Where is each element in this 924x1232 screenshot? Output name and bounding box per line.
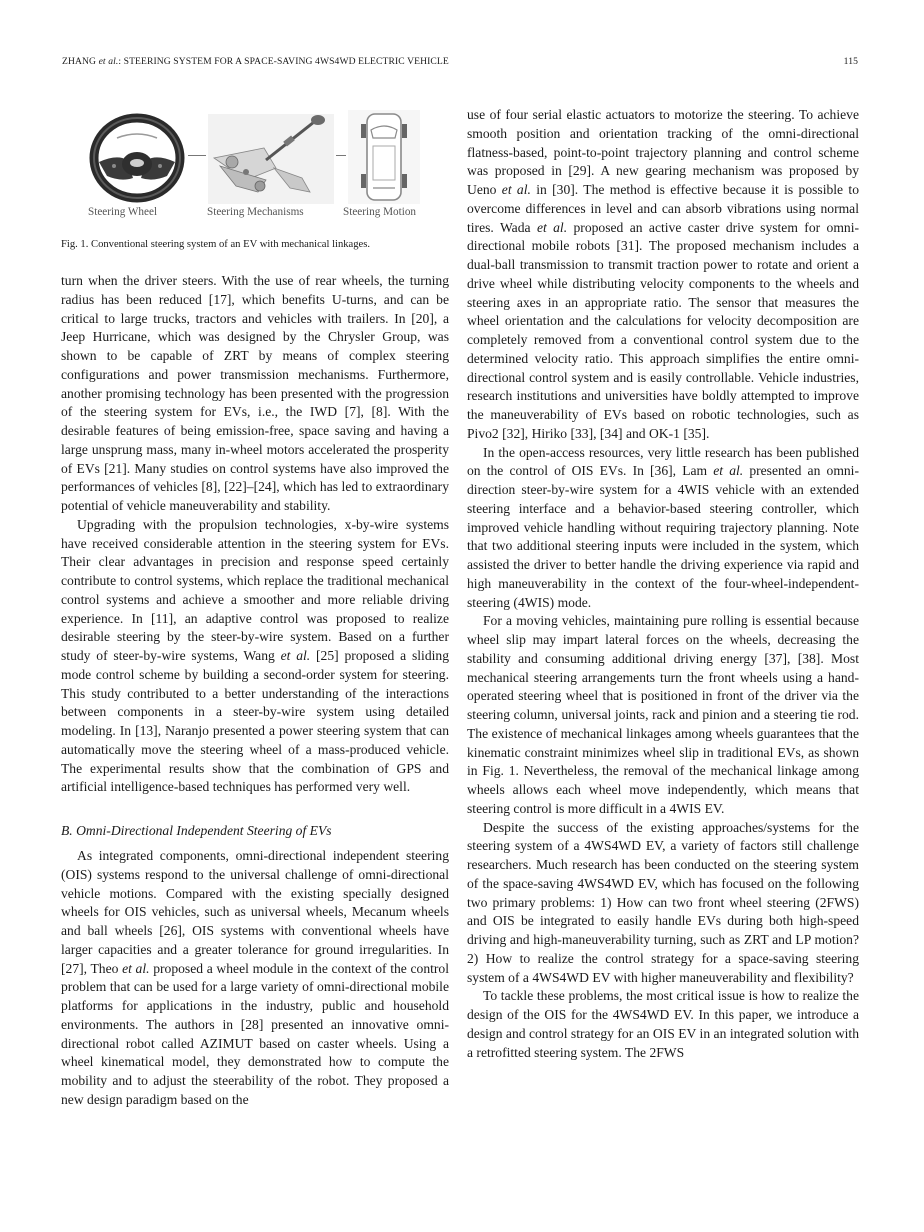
body-paragraph: Upgrading with the propulsion technologies, x-by-wire systems have received considerable attention in the steering system for EVs. Their clear advantages in precision and response speed certainly contribute to control systems, which replace the traditional mechanical control systems and achieve a smoother and more reliable driving experience. In [11], an adaptive control was proposed to realize desirable steering by the steer-by-wire system. Based on a further study of steer-by-wire systems, Wang et al. [25] proposed a sliding mode control scheme by building a second-order system for steering. This study contributed to a better understanding of the interactions between components in a steer-by-wire system using detailed modeling. In [13], Naranjo presented a power steering system that can automatically move the steering wheel of a mass-produced vehicle. The experimental results show that the combination of GPS and artificial intelligence-based techniques has performed very well. xyxy=(61,516,449,795)
body-paragraph: Despite the success of the existing approaches/systems for the steering system of a 4WS4WD EV, a variety of factors still challenge researchers. Much research has been conducted on the steering system of the space-saving 4WS4WD EV, which has focused on the following two primary problems: 1) How can two front wheel steering (2FWS) and OIS be integrated to easily handle EVs during both high-speed driving and high-maneuverability turning, such as ZRT and LP motion? 2) How to realize the control strategy for a space-saving steering system of a 4WS4WD EV with higher maneuverability and flexibility? xyxy=(467,819,859,985)
section-heading: B. Omni-Directional Independent Steering of EVs xyxy=(61,823,332,838)
steering-wheel-image xyxy=(87,108,187,204)
running-header xyxy=(62,56,858,70)
figure-1 xyxy=(61,106,449,231)
body-paragraph: turn when the driver steers. With the use of rear wheels, the turning radius has been reduced [17], which benefits U-turns, and can be critical to large trucks, tractors and vehicles with trailers. In [20], a Jeep Hurricane, which was designed by the Chrysler Group, was shown to be capable of ZRT by means of complex steering configurations and power transmission mechanisms. Furthermore, another promising technology has been presented with the progression of the steering system for EVs, i.e., the IWD [7], [8]. With the desirable features of being emission-free, space saving and having a large unsprung mass, many in-wheel motors accelerated the prosperity of EVs [21]. Many studies on control systems have also improved the performances of vehicles [8], [22]–[24], which has led to extraordinary potential of vehicle maneuverability and stability. xyxy=(61,273,449,513)
body-paragraph: As integrated components, omni-directional independent steering (OIS) systems respond to the universal challenge of omni-directional vehicle motions. Compared with the existing specially designed wheels for OIS vehicles, such as universal wheels, Mecanum wheels and ball wheels [26], OIS systems with conventional wheels have larger capacities and a greater tolerance for ground irregularities. In [27], Theo et al. proposed a wheel module in the context of the control problem that can be used for a large variety of omni-directional mobile platforms for applications in the industry, public and household environments. The authors in [28] presented an innovative omni-directional robot called AZIMUT based on caster wheels. Using a wheel kinematical model, they demonstrated how to compute the mobility and to adjust the steerability of the robot. They proposed a new design paradigm based on the xyxy=(61,848,450,1107)
body-paragraph: For a moving vehicles, maintaining pure rolling is essential because wheel slip may impart lateral forces on the wheels, decreasing the stability and consuming additional driving energy [37], [38]. Most mechanical steering arrangements turn the front wheels using a hand-operated steering wheel that is positioned in front of the driver via the steering column, universal joints, rack and pinion and a steering tie rod. The existence of mechanical linkages among wheels guarantees that the kinematic constraint minimizes wheel slip in traditional EVs, as shown in Fig. 1. Nevertheless, the removal of the mechanical linkage among wheels allows each wheel move independently, which means that steering control is more difficult in a 4WIS EV. xyxy=(467,613,859,816)
body-paragraph: use of four serial elastic actuators to motorize the steering. To achieve smooth position and orientation tracking of the omni-directional flatness-based, point-to-point trajectory planning and control scheme was proposed in [29]. A new gearing mechanism was proposed by Ueno et al. in [30]. The method is effective because it is possible to overcome differences in level and can absorb vibrations using normal tires. Wada et al. proposed an active caster drive system for omni-directional mobile robots [31]. The proposed mechanism includes a dual-ball transmission to transmit traction power to rotate and orient a drive wheel while distributing velocity components to the wheels and steering axes in an appropriate ratio. The sensor that measures the wheel orientation and the calculations for velocity decomposition are completely removed from a conventional control system due to the determined velocity ratio. This approach simplifies the entire omni-directional control system and is easily controllable. Vehicle industries, research institutions and universities have boldly attempted to improve the maneuverability of EVs based on robotic technologies, such as Pivo2 [32], Hiriko [33], [34] and OK-1 [35]. xyxy=(467,107,860,441)
figure-caption: Fig. 1. Conventional steering system of an EV with mechanical linkages. xyxy=(61,239,371,250)
body-paragraph: To tackle these problems, the most critical issue is how to realize the design of the OIS for the 4WS4WD EV. In this paper, we introduce a design and control strategy for an OIS EV in an integrated solution with a retrofitted steering system. The 2FWS xyxy=(467,988,859,1060)
steering-motion-image xyxy=(347,108,421,204)
connector-line xyxy=(336,155,346,156)
figure-label-steering-motion: Steering Motion xyxy=(343,206,417,218)
steering-mechanism-image xyxy=(206,108,336,204)
body-paragraph: In the open-access resources, very little research has been published on the control of OIS EVs. In [36], Lam et al. presented an omni-direction steer-by-wire system for a 4WIS vehicle with an extended steering interface and a behavior-based steering controller, which improved vehicle handling without requiring trajectory planning. Note that two additional steering inputs were included in the system, which assisted the driver to better handle the driving experience via rapid and high maneuverability in the context of the four-wheel-independent-steering (4WIS) mode. xyxy=(467,444,859,610)
running-title: ZHANG et al.: STEERING SYSTEM FOR A SPACE-SAVING 4WS4WD ELECTRIC VEHICLE xyxy=(62,56,449,67)
connector-line xyxy=(188,155,206,156)
figure-label-steering-wheel: Steering Wheel xyxy=(88,206,158,218)
right-column xyxy=(467,106,859,1062)
page-number: 115 xyxy=(843,56,858,67)
left-column xyxy=(61,106,449,1110)
figure-label-steering-mechanisms: Steering Mechanisms xyxy=(207,206,304,218)
